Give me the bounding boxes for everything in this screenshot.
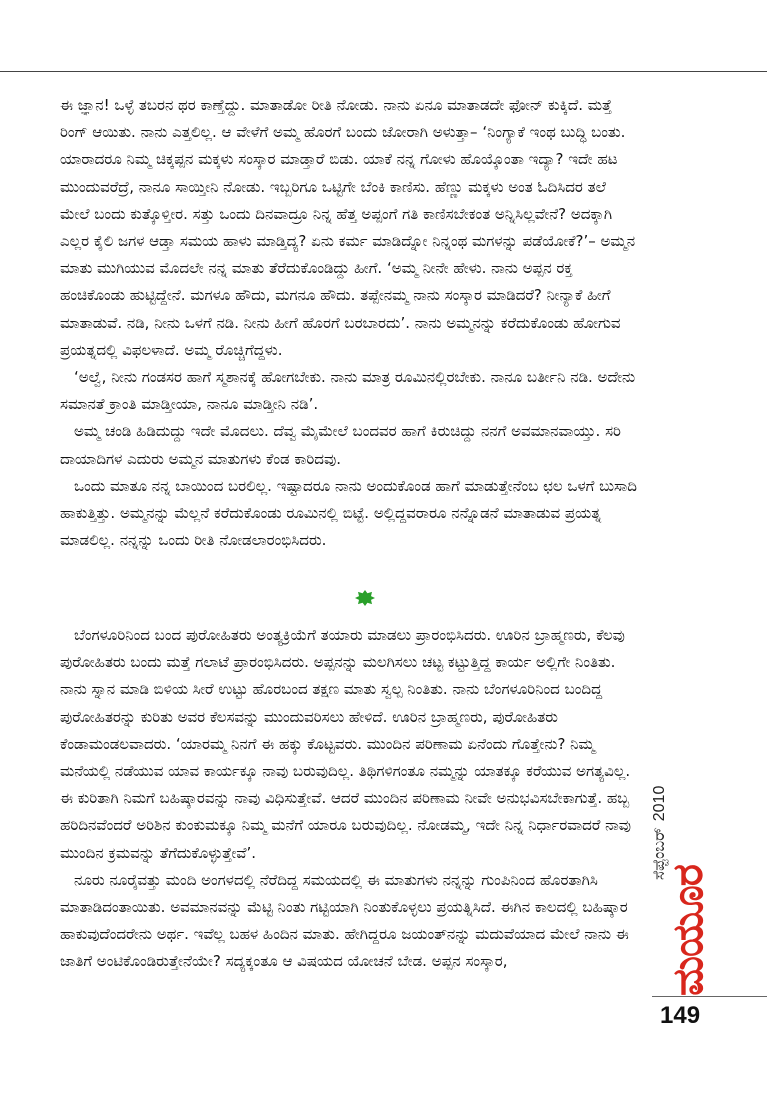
paragraph: ನೂರು ನೂರೈವತ್ತು ಮಂದಿ ಅಂಗಳದಲ್ಲಿ ನೆರೆದಿದ್ದ ಸಮಯದಲ್ಲಿ ಈ ಮಾತುಗಳು ನನ್ನನ್ನು ಗುಂಪಿನಿಂದ ಹೊರತಾಗಿಸಿ ಮಾತಾಡಿದಂತಾಯಿತು. ಅವಮಾನವನ್ನು ಮೆಟ್ಟಿ ನಿಂತು ಗಟ್ಟಿಯಾಗಿ ನಿಂತುಕೊಳ್ಳಲು ಪ್ರಯತ್ನಿಸಿದೆ. ಈಗಿನ ಕಾಲದಲ್ಲಿ ಬಹಿಷ್ಕಾರ ಹಾಕುವುದೆಂದರೇನು ಅರ್ಥ. ಇವೆಲ್ಲ ಬಹಳ ಹಿಂದಿನ ಮಾತು. ಹೇಗಿದ್ದರೂ ಜಯಂತ್‌ನನ್ನು ಮದುವೆಯಾದ ಮೇಲೆ ನಾನು ಈ ಜಾತಿಗೆ ಅಂಟಿಕೊಂಡಿರುತ್ತೇನೆಯೇ? ಸದ್ಯಕ್ಕಂತೂ ಆ ವಿಷಯದ ಯೋಚನೆ ಬೇಡ. ಅಪ್ಪನ ಸಂಸ್ಕಾರ,	[60, 870, 629, 971]
top-rule	[0, 71, 767, 72]
paragraph: ಈ ಜ್ಞಾನ! ಒಳ್ಳೆ ತಬರನ ಥರ ಕಾಣ್ತೆದ್ದು. ಮಾತಾಡೋ ರೀತಿ ನೋಡು. ನಾನು ಏನೂ ಮಾತಾಡದೇ ಫೋನ್ ಕುಕ್ಕಿದೆ. ಮತ್ತೆ ರಿಂಗ್ ಆಯಿತು. ನಾನು ಎತ್ತಲಿಲ್ಲ. ಆ ವೇಳೆಗೆ ಅಮ್ಮ ಹೊರಗೆ ಬಂದು ಜೋರಾಗಿ ಅಳುತ್ತಾ– ‘ನಿಂಗ್ಯಾಕೆ ಇಂಥ ಬುದ್ಧಿ ಬಂತು. ಯಾರಾದರೂ ನಿಮ್ಮ ಚಿಕ್ಕಪ್ಪನ ಮಕ್ಕಳು ಸಂಸ್ಕಾರ ಮಾಡ್ತಾರೆ ಬಿಡು. ಯಾಕೆ ನನ್ನ ಗೋಳು ಹೊಯ್ಕೊಂತಾ ಇದ್ಯಾ? ಇದೇ ಹಟ ಮುಂದುವರೆದ್ರೆ, ನಾನೂ ಸಾಯ್ತೀನಿ ನೋಡು. ಇಬ್ಬರಿಗೂ ಒಟ್ಟಿಗೇ ಬೆಂಕಿ ಕಾಣಿಸು. ಹೆಣ್ಣು ಮಕ್ಕಳು ಅಂತ ಓದಿಸಿದರ ತಲೆ ಮೇಲೆ ಬಂದು ಕುತ್ಕೊಳ್ತೀರ. ಸತ್ತು ಒಂದು ದಿನವಾದ್ರೂ ನಿನ್ನ ಹೆತ್ತ ಅಪ್ಪಂಗೆ ಗತಿ ಕಾಣಿಸಬೇಕಂತ ಅನ್ನಿಸಿಲ್ಲವೇನೆ? ಅದಕ್ಕಾಗಿ ಎಲ್ಲರ ಕೈಲಿ ಜಗಳ ಆಡ್ತಾ ಸಮಯ ಹಾಳು ಮಾಡ್ತಿದ್ಯ? ಏನು ಕರ್ಮ ಮಾಡಿದ್ನೋ ನಿನ್ನಂಥ ಮಗಳನ್ನು ಪಡೆಯೋಕೆ?’– ಅಮ್ಮನ ಮಾತು ಮುಗಿಯುವ ಮೊದಲೇ ನನ್ನ ಮಾತು ತೆರೆದುಕೊಂಡಿದ್ದು ಹೀಗೆ. ‘ಅಮ್ಮ ನೀನೇ ಹೇಳು. ನಾನು ಅಪ್ಪನ ರಕ್ತ ಹಂಚಿಕೊಂಡು ಹುಟ್ಟಿದ್ದೇನೆ. ಮಗಳೂ ಹೌದು, ಮಗನೂ ಹೌದು. ತಪ್ಪೇನಮ್ಮ ನಾನು ಸಂಸ್ಕಾರ ಮಾಡಿದರೆ? ನೀನ್ಯಾಕೆ ಹೀಗೆ ಮಾತಾಡುವೆ. ನಡಿ, ನೀನು ಒಳಗೆ ನಡಿ. ನೀನು ಹೀಗೆ ಹೊರಗೆ ಬರಬಾರದು’. ನಾನು ಅಮ್ಮನನ್ನು ಕರೆದುಕೊಂಡು ಹೋಗುವ ಪ್ರಯತ್ನದಲ್ಲಿ ವಿಫಲಳಾದೆ. ಅಮ್ಮ ರೊಚ್ಚಿಗೆದ್ದಳು.	[60, 96, 636, 359]
page-number: 149	[660, 1002, 701, 1029]
paragraph: ಬೆಂಗಳೂರಿನಿಂದ ಬಂದ ಪುರೋಹಿತರು ಅಂತ್ಯಕ್ರಿಯೆಗೆ ತಯಾರು ಮಾಡಲು ಪ್ರಾರಂಭಿಸಿದರು. ಊರಿನ ಬ್ರಾಹ್ಮಣರು, ಕೆಲವು ಪುರೋಹಿತರು ಬಂದು ಮತ್ತೆ ಗಲಾಟೆ ಪ್ರಾರಂಭಿಸಿದರು. ಅಪ್ಪನನ್ನು ಮಲಗಿಸಲು ಚಟ್ಟ ಕಟ್ಟುತ್ತಿದ್ದ ಕಾರ್ಯ ಅಲ್ಲಿಗೇ ನಿಂತಿತು. ನಾನು ಸ್ನಾನ ಮಾಡಿ ಬಿಳಿಯ ಸೀರೆ ಉಟ್ಟು ಹೊರಬಂದ ತಕ್ಷಣ ಮಾತು ಸ್ವಲ್ಪ ನಿಂತಿತು. ನಾನು ಬೆಂಗಳೂರಿನಿಂದ ಬಂದಿದ್ದ ಪುರೋಹಿತರನ್ನು ಕುರಿತು ಅವರ ಕೆಲಸವನ್ನು ಮುಂದುವರಿಸಲು ಹೇಳಿದೆ. ಊರಿನ ಬ್ರಾಹ್ಮಣರು, ಪುರೋಹಿತರು ಕೆಂಡಾಮಂಡಲವಾದರು. ‘ಯಾರಮ್ಮ ನಿನಗೆ ಈ ಹಕ್ಕು ಕೊಟ್ಟವರು. ಮುಂದಿನ ಪರಿಣಾಮ ಏನೆಂದು ಗೊತ್ತೇನು? ನಿಮ್ಮ ಮನೆಯಲ್ಲಿ ನಡೆಯುವ ಯಾವ ಕಾರ್ಯಕ್ಕೂ ನಾವು ಬರುವುದಿಲ್ಲ. ತಿಥಿಗಳಿಗಂತೂ ನಮ್ಮನ್ನು ಯಾತಕ್ಕೂ ಕರೆಯುವ ಅಗತ್ಯವಿಲ್ಲ. ಈ ಕುರಿತಾಗಿ ನಿಮಗೆ ಬಹಿಷ್ಕಾರವನ್ನು ನಾವು ವಿಧಿಸುತ್ತೇವೆ. ಆದರೆ ಮುಂದಿನ ಪರಿಣಾಮ ನೀವೇ ಅನುಭವಿಸಬೇಕಾಗುತ್ತೆ. ಹಬ್ಬ ಹರಿದಿನವೆಂದರೆ ಅರಿಶಿನ ಕುಂಕುಮಕ್ಕೂ ನಿಮ್ಮ ಮನೆಗೆ ಯಾರೂ ಬರುವುದಿಲ್ಲ. ನೋಡಮ್ಮ, ಇದೇ ನಿನ್ನ ನಿರ್ಧಾರವಾದರೆ ನಾವು ಮುಂದಿನ ಕ್ರಮವನ್ನು ತೆಗೆದುಕೊಳ್ಳುತ್ತೇವೆ’.	[60, 626, 631, 862]
masthead-logo	[656, 864, 720, 996]
issue-month: ಸೆಪ್ಟೆಂಬರ್	[651, 827, 668, 880]
article-block-1	[60, 92, 638, 554]
issue-year: 2010	[651, 785, 668, 822]
section-separator-icon	[355, 590, 375, 606]
page-number-rule	[652, 996, 767, 997]
paragraph: ಅಮ್ಮ ಚಂಡಿ ಹಿಡಿದುದ್ದು ಇದೇ ಮೊದಲು. ದೆವ್ವ ಮೈಮೇಲೆ ಬಂದವರ ಹಾಗೆ ಕಿರುಚಿದ್ದು ನನಗೆ ಅವಮಾನವಾಯ್ತು. ಸರಿ ದಾಯಾದಿಗಳ ಎದುರು ಅಮ್ಮನ ಮಾತುಗಳು ಕೆಂಡ ಕಾರಿದವು.	[60, 422, 621, 468]
issue-date	[650, 770, 670, 880]
article-block-2	[60, 622, 638, 976]
paragraph: ‘ಅಲ್ವೆ, ನೀನು ಗಂಡಸರ ಹಾಗೆ ಸ್ಮಶಾನಕ್ಕೆ ಹೋಗಬೇಕು. ನಾನು ಮಾತ್ರ ರೂಮಿನಲ್ಲಿರಬೇಕು. ನಾನೂ ಬರ್ತೀನಿ ನಡಿ. ಅದೇನು ಸಮಾನತೆ ಕ್ರಾಂತಿ ಮಾಡ್ತೀಯಾ, ನಾನೂ ಮಾಡ್ತೀನಿ ನಡಿ’.	[60, 368, 636, 414]
masthead-title: ಮಯೂರ	[663, 864, 711, 996]
paragraph: ಒಂದು ಮಾತೂ ನನ್ನ ಬಾಯಿಂದ ಬರಲಿಲ್ಲ. ಇಷ್ಟಾದರೂ ನಾನು ಅಂದುಕೊಂಡ ಹಾಗೆ ಮಾಡುತ್ತೇನೆಂಬ ಛಲ ಒಳಗೆ ಬುಸಾದಿ ಹಾಕುತ್ತಿತ್ತು. ಅಮ್ಮನನ್ನು ಮೆಲ್ಲನೆ ಕರೆದುಕೊಂಡು ರೂಮಿನಲ್ಲಿ ಬಿಟ್ಟೆ. ಅಲ್ಲಿದ್ದವರಾರೂ ನನ್ನೊಡನೆ ಮಾತಾಡುವ ಪ್ರಯತ್ನ ಮಾಡಲಿಲ್ಲ. ನನ್ನನ್ನು ಒಂದು ರೀತಿ ನೋಡಲಾರಂಭಿಸಿದರು.	[60, 476, 637, 550]
